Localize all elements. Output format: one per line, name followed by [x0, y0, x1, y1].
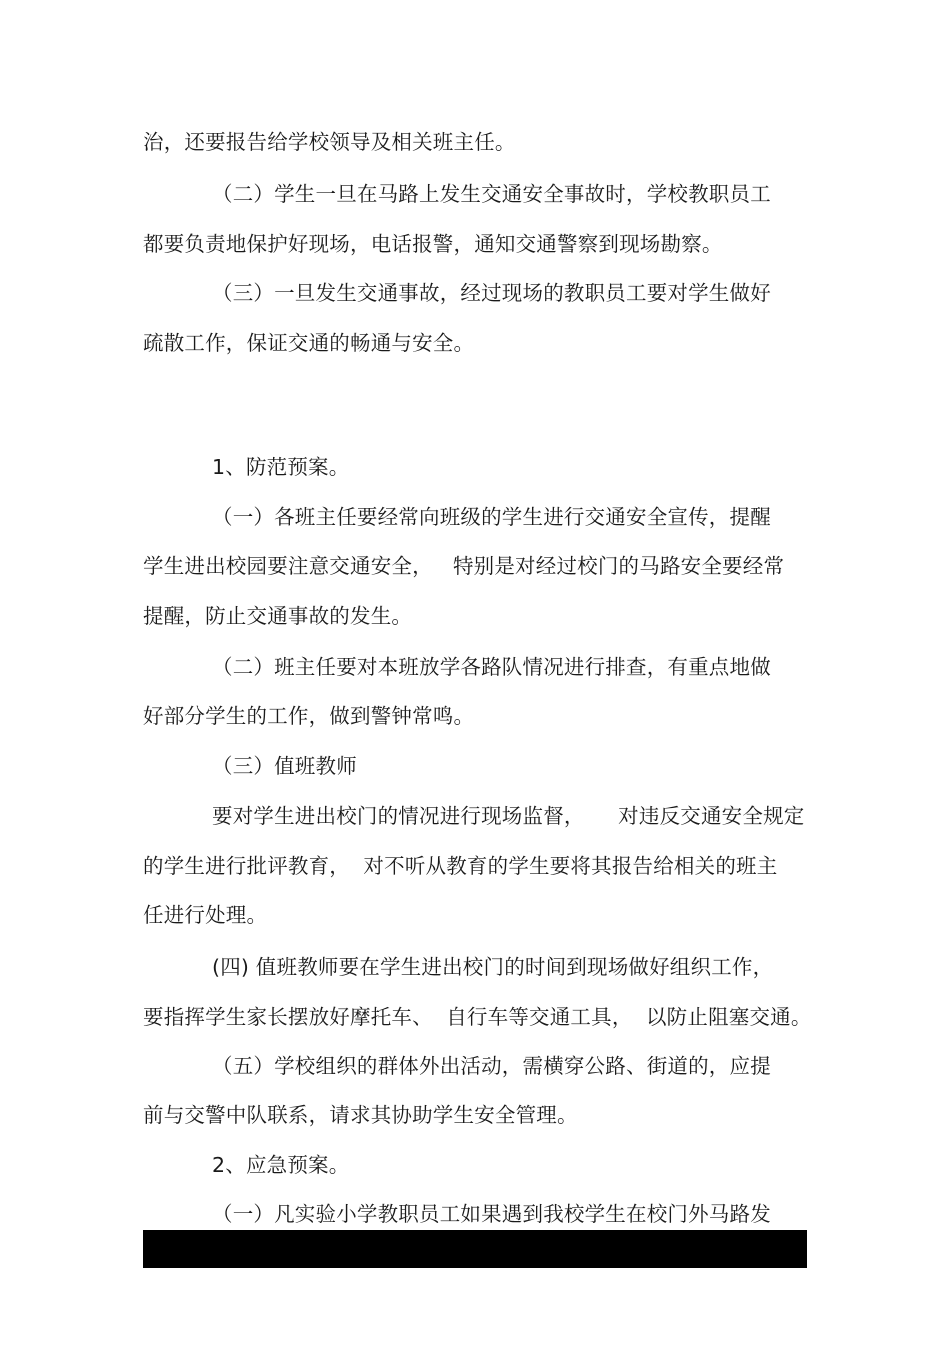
text-line: 都要负责地保护好现场，电话报警，通知交通警察到现场勘察。	[143, 232, 723, 256]
text-line: 要指挥学生家长摆放好摩托车、 自行车等交通工具， 以防止阻塞交通。	[143, 1005, 812, 1029]
text-line: 治，还要报告给学校领导及相关班主任。	[143, 130, 516, 154]
text-line: (四) 值班教师要在学生进出校门的时间到现场做好组织工作，	[212, 955, 774, 979]
text-line: 前与交警中队联系，请求其协助学生安全管理。	[143, 1103, 578, 1127]
text-line: （三）一旦发生交通事故，经过现场的教职员工要对学生做好	[212, 281, 771, 305]
text-line: （二）班主任要对本班放学各路队情况进行排查，有重点地做	[212, 655, 771, 679]
text-line: 任进行处理。	[143, 903, 268, 927]
text-line: 疏散工作，保证交通的畅通与安全。	[143, 331, 475, 355]
section-heading: 1、防范预案。	[212, 455, 350, 479]
text-line: 的学生进行批评教育， 对不听从教育的学生要将其报告给相关的班主	[143, 854, 778, 878]
text-line: （一）各班主任要经常向班级的学生进行交通安全宣传，提醒	[212, 505, 771, 529]
text-line: 好部分学生的工作，做到警钟常鸣。	[143, 704, 475, 728]
section-heading: 2、应急预案。	[212, 1153, 350, 1177]
redaction-bar	[143, 1230, 807, 1268]
text-line: （三）值班教师	[212, 754, 357, 778]
text-line: （二）学生一旦在马路上发生交通安全事故时，学校教职员工	[212, 182, 771, 206]
text-line: 学生进出校园要注意交通安全， 特别是对经过校门的马路安全要经常	[143, 554, 785, 578]
text-line: （五）学校组织的群体外出活动，需横穿公路、街道的，应提	[212, 1054, 771, 1078]
text-line: 提醒，防止交通事故的发生。	[143, 604, 413, 628]
text-line: 要对学生进出校门的情况进行现场监督， 对违反交通安全规定	[212, 804, 805, 828]
text-line: （一）凡实验小学教职员工如果遇到我校学生在校门外马路发	[212, 1202, 771, 1226]
